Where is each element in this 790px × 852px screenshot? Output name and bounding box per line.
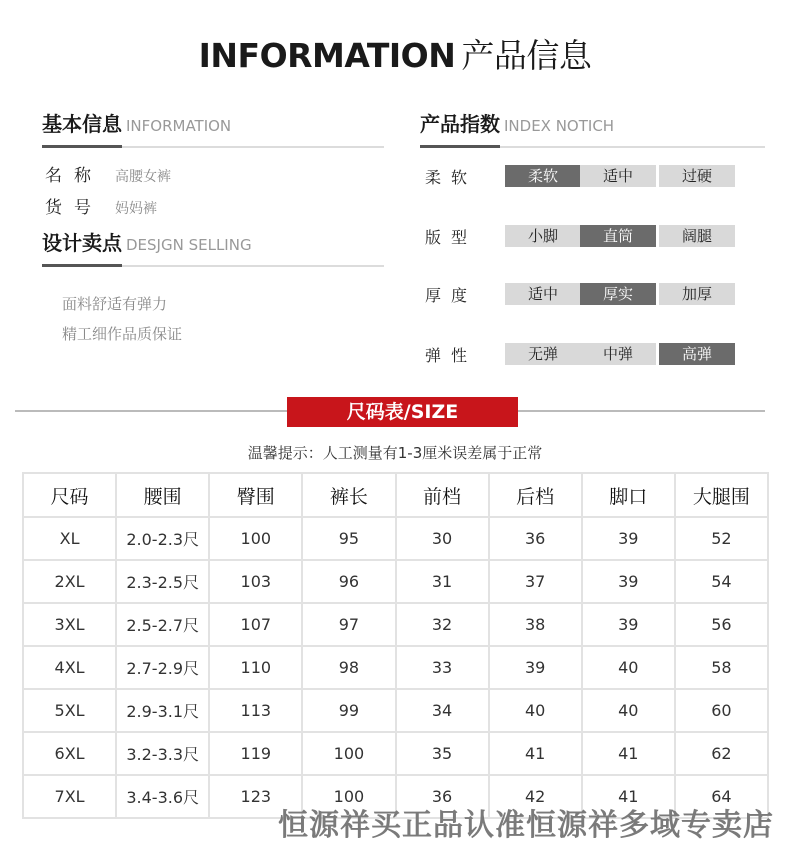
table-cell: 30: [396, 517, 489, 560]
table-cell: 40: [489, 689, 582, 732]
watermark-text: 恒源祥买正品认准恒源祥多域专卖店: [278, 808, 774, 843]
table-row: [23, 603, 768, 646]
table-cell: 123: [209, 775, 302, 818]
design-heading: [42, 227, 384, 267]
table-cell: 3.4-3.6尺: [116, 775, 209, 818]
table-cell: 98: [302, 646, 395, 689]
table-cell: 64: [675, 775, 768, 818]
column-header: 大腿围: [675, 473, 768, 517]
column-header: 前档: [396, 473, 489, 517]
table-cell: 3XL: [23, 603, 116, 646]
column-header: 尺码: [23, 473, 116, 517]
index-option: 适中: [505, 283, 581, 305]
table-cell: 41: [582, 775, 675, 818]
table-cell: 62: [675, 732, 768, 775]
table-cell: 38: [489, 603, 582, 646]
column-header: 后档: [489, 473, 582, 517]
table-row: [23, 560, 768, 603]
size-table: [22, 472, 769, 819]
table-cell: 113: [209, 689, 302, 732]
divider-accent: [42, 264, 122, 267]
size-table-header: [23, 473, 768, 517]
table-cell: 7XL: [23, 775, 116, 818]
table-cell: 60: [675, 689, 768, 732]
index-heading: [420, 108, 765, 148]
index-option: 无弹: [505, 343, 581, 365]
table-cell: 41: [582, 732, 675, 775]
info-value: 高腰女裤: [115, 169, 171, 185]
feature-item: 精工细作品质保证: [62, 325, 183, 343]
index-option: 加厚: [659, 283, 735, 305]
basic-info-heading: [42, 108, 384, 148]
divider-accent: [420, 145, 500, 148]
table-cell: 2.3-2.5尺: [116, 560, 209, 603]
table-cell: 39: [489, 646, 582, 689]
table-cell: 2.5-2.7尺: [116, 603, 209, 646]
index-option: 柔软: [505, 165, 581, 187]
column-header: 臀围: [209, 473, 302, 517]
index-option: 小脚: [505, 225, 581, 247]
index-label: 柔软: [425, 168, 478, 187]
table-cell: 36: [489, 517, 582, 560]
table-cell: 99: [302, 689, 395, 732]
table-cell: 103: [209, 560, 302, 603]
table-cell: 39: [582, 560, 675, 603]
feature-item: 面料舒适有弹力: [62, 295, 168, 313]
table-cell: 32: [396, 603, 489, 646]
info-row-name: [45, 161, 171, 186]
index-heading-cn: 产品指数: [420, 112, 500, 136]
table-cell: 35: [396, 732, 489, 775]
index-option: 中弹: [580, 343, 656, 365]
table-cell: 96: [302, 560, 395, 603]
table-cell: 100: [302, 775, 395, 818]
table-cell: 4XL: [23, 646, 116, 689]
table-cell: 39: [582, 603, 675, 646]
column-header: 腰围: [116, 473, 209, 517]
table-row: [23, 732, 768, 775]
basic-info-heading-cn: 基本信息: [42, 112, 122, 136]
table-cell: 100: [209, 517, 302, 560]
index-option: 过硬: [659, 165, 735, 187]
table-cell: 33: [396, 646, 489, 689]
page-title-en: INFORMATION: [198, 36, 456, 75]
table-cell: 97: [302, 603, 395, 646]
table-cell: 52: [675, 517, 768, 560]
table-cell: 31: [396, 560, 489, 603]
page-title-cn: 产品信息: [461, 36, 592, 75]
table-cell: 40: [582, 646, 675, 689]
table-cell: 107: [209, 603, 302, 646]
table-cell: 58: [675, 646, 768, 689]
table-cell: 2.9-3.1尺: [116, 689, 209, 732]
index-label: 厚度: [425, 286, 478, 305]
table-cell: 2.0-2.3尺: [116, 517, 209, 560]
info-label: 货号: [45, 198, 103, 218]
index-option: 厚实: [580, 283, 656, 305]
table-cell: 110: [209, 646, 302, 689]
table-cell: 36: [396, 775, 489, 818]
index-heading-en: INDEX NOTICH: [504, 117, 615, 135]
table-cell: 119: [209, 732, 302, 775]
table-cell: 40: [582, 689, 675, 732]
size-table-body: [23, 517, 768, 818]
table-cell: 42: [489, 775, 582, 818]
index-label: 弹性: [425, 346, 478, 365]
table-cell: XL: [23, 517, 116, 560]
table-row: [23, 646, 768, 689]
size-banner: 尺码表/SIZE: [287, 397, 518, 427]
index-option: 阔腿: [659, 225, 735, 247]
index-option: 高弹: [659, 343, 735, 365]
table-cell: 100: [302, 732, 395, 775]
design-heading-cn: 设计卖点: [42, 231, 122, 255]
table-cell: 41: [489, 732, 582, 775]
info-value: 妈妈裤: [115, 201, 157, 217]
design-heading-en: DESJGN SELLING: [126, 236, 252, 254]
info-label: 名称: [45, 166, 103, 186]
table-cell: 3.2-3.3尺: [116, 732, 209, 775]
size-tip: 温馨提示：人工测量有1-3厘米误差属于正常: [247, 444, 543, 462]
table-cell: 2.7-2.9尺: [116, 646, 209, 689]
table-cell: 39: [582, 517, 675, 560]
table-cell: 5XL: [23, 689, 116, 732]
table-cell: 95: [302, 517, 395, 560]
table-cell: 34: [396, 689, 489, 732]
index-option: 适中: [580, 165, 656, 187]
table-cell: 54: [675, 560, 768, 603]
table-cell: 56: [675, 603, 768, 646]
column-header: 脚口: [582, 473, 675, 517]
page-title: [0, 30, 790, 77]
table-cell: 37: [489, 560, 582, 603]
info-row-sku: [45, 193, 157, 218]
index-label: 版型: [425, 228, 478, 247]
table-row: [23, 689, 768, 732]
column-header: 裤长: [302, 473, 395, 517]
table-row: [23, 517, 768, 560]
table-cell: 6XL: [23, 732, 116, 775]
divider-accent: [42, 145, 122, 148]
table-cell: 2XL: [23, 560, 116, 603]
basic-info-heading-en: INFORMATION: [126, 117, 232, 135]
index-option: 直筒: [580, 225, 656, 247]
